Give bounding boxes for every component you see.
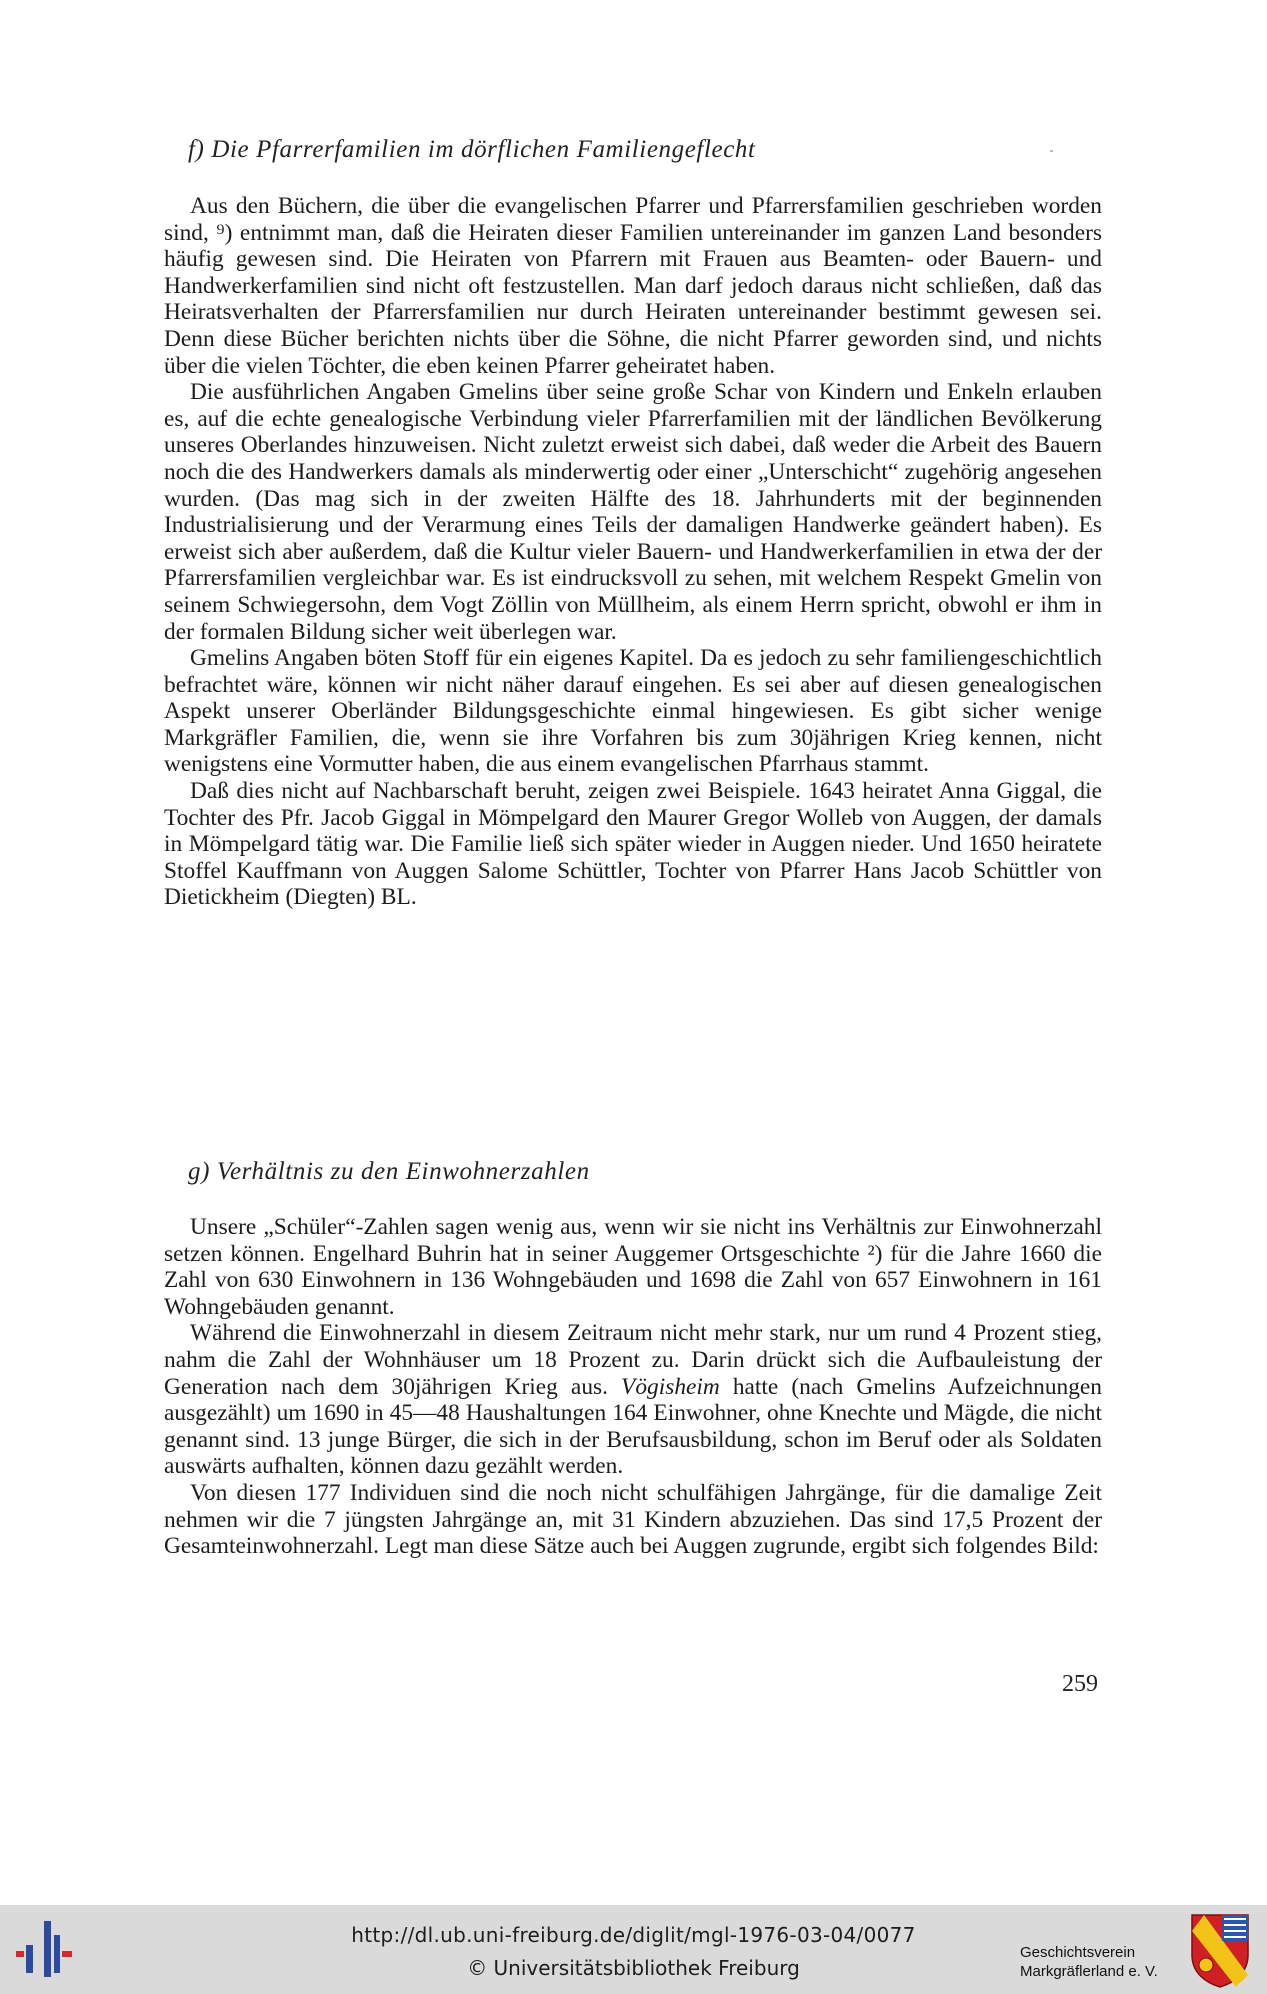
- section-g-heading: g) Verhältnis zu den Einwohnerzahlen: [188, 1158, 590, 1185]
- scan-speck: [1050, 150, 1053, 152]
- society-name: [1020, 1943, 1158, 1981]
- section-f-body: [164, 193, 1102, 911]
- footer-bar: [0, 1905, 1267, 1994]
- paragraph: Von diesen 177 Individuen sind die noch nicht schulfähigen Jahrgänge, für die damalige Zeit nehmen wir die 7 jüngsten Jahrgänge an, mit 31 Kindern abzuziehen. Das sind 17,5 Prozent der Gesamteinwohnerzahl. Legt man diese Sätze auch bei Auggen zugrunde, ergibt sich folgendes Bild:: [164, 1479, 1102, 1560]
- place-name: Vögisheim: [621, 1373, 720, 1400]
- coat-of-arms-icon: [1188, 1911, 1252, 1989]
- page-number: 259: [1062, 1671, 1098, 1697]
- paragraph: Unsere „Schüler“-Zahlen sagen wenig aus, wenn wir sie nicht ins Verhältnis zur Einwohnerzahl setzen können. Engelhard Buhrin hat in seiner Auggemer Ortsgeschichte ²) für die Jahre 1660 die Zahl von 630 Einwohnern in 136 Wohngebäuden und 1698 die Zahl von 657 Einwohnern in 161 Wohngebäuden genannt.: [164, 1214, 1102, 1320]
- permalink-link[interactable]: http://dl.ub.uni-freiburg.de/diglit/mgl-1976-03-04/0077: [351, 1923, 916, 1947]
- paragraph: Aus den Büchern, die über die evangelischen Pfarrer und Pfarrersfamilien geschrieben worden sind, ⁹) entnimmt man, daß die Heiraten dieser Familien untereinander im ganzen Land besonders häufig gewesen sind. Die Heiraten von Pfarrern mit Frauen aus Beamten- oder Bauern- und Handwerkerfamilien sind nicht oft festzustellen. Man darf jedoch daraus nicht schließen, daß das Heiratsverhalten der Pfarrersfamilien nur durch Heiraten untereinander bestimmt gewesen sei. Denn diese Bücher berichten nichts über die Söhne, die nicht Pfarrer geworden sind, und nichts über die vielen Töchter, die eben keinen Pfarrer geheiratet haben.: [164, 193, 1102, 379]
- paragraph-rest: hatte (nach Gmelins Aufzeichnungen ausgezählt) um 1690 in 45—48 Haushaltungen 164 Einwohner, ohne Knechte und Mägde, die nicht genannt sind. 13 junge Bürger, die sich in der Berufsausbildung, schon im Beruf oder als Soldaten auswärts aufhalten, können dazu gezählt werden.: [164, 1373, 1102, 1480]
- crest-charge: [1199, 1958, 1213, 1972]
- section-f-heading: f) Die Pfarrerfamilien im dörflichen Familiengeflecht: [188, 136, 756, 163]
- paragraph: [164, 1320, 1102, 1480]
- society-line-2: Markgräflerland e. V.: [1020, 1963, 1158, 1980]
- paragraph: Daß dies nicht auf Nachbarschaft beruht, zeigen zwei Beispiele. 1643 heiratet Anna Giggal, die Tochter des Pfr. Jacob Giggal in Mömpelgard den Maurer Gregor Wolleb von Auggen, der damals in Mömpelgard tätig war. Die Familie ließ sich später wieder in Auggen nieder. Und 1650 heiratete Stoffel Kauffmann von Auggen Salome Schüttler, Tochter von Pfarrer Hans Jacob Schüttler von Dietickheim (Diegten) BL.: [164, 778, 1102, 911]
- paragraph-intro: Während die Einwohnerzahl in diesem Zeitraum nicht mehr stark, nur um rund 4 Prozent stieg, nahm die Zahl der Wohnhäuser um 18 Prozent zu. Darin drückt sich die Aufbauleistung der Generation nach dem 30jährigen Krieg aus.: [164, 1320, 1102, 1400]
- paragraph: Die ausführlichen Angaben Gmelins über seine große Schar von Kindern und Enkeln erlauben es, auf die echte genealogische Verbindung vieler Pfarrerfamilien mit der ländlichen Bevölkerung unseres Oberlandes hinzuweisen. Nicht zuletzt erweist sich dabei, daß weder die Arbeit des Bauern noch die des Handwerkers damals als minderwertig oder einer „Unterschicht“ zugehörig angesehen wurden. (Das mag sich in der zweiten Hälfte des 18. Jahrhunderts mit der beginnenden Industrialisierung und der Verarmung eines Teils der damaligen Handwerke geändert haben). Es erweist sich aber außerdem, daß die Kultur vieler Bauern- und Handwerkerfamilien in etwa der der Pfarrersfamilien vergleichbar war. Es ist eindrucksvoll zu sehen, mit welchem Respekt Gmelin von seinem Schwiegersohn, dem Vogt Zöllin von Müllheim, als einem Herrn spricht, obwohl er ihm in der formalen Bildung sicher weit überlegen war.: [164, 379, 1102, 645]
- section-g-body: [164, 1214, 1102, 1560]
- copyright-text: © Universitätsbibliothek Freiburg: [467, 1956, 800, 1980]
- society-line-1: Geschichtsverein: [1020, 1944, 1136, 1961]
- paragraph: Gmelins Angaben böten Stoff für ein eigenes Kapitel. Da es jedoch zu sehr familiengeschichtlich befrachtet wäre, können wir nicht näher darauf eingehen. Es sei aber auf diesen genealogischen Aspekt unserer Oberländer Bildungsgeschichte einmal hingewiesen. Es gibt sicher wenige Markgräfler Familien, die, wenn sie ihre Vorfahren bis zum 30jährigen Krieg kennen, nicht wenigstens eine Vormutter haben, die aus einem evangelischen Pfarrhaus stammt.: [164, 645, 1102, 778]
